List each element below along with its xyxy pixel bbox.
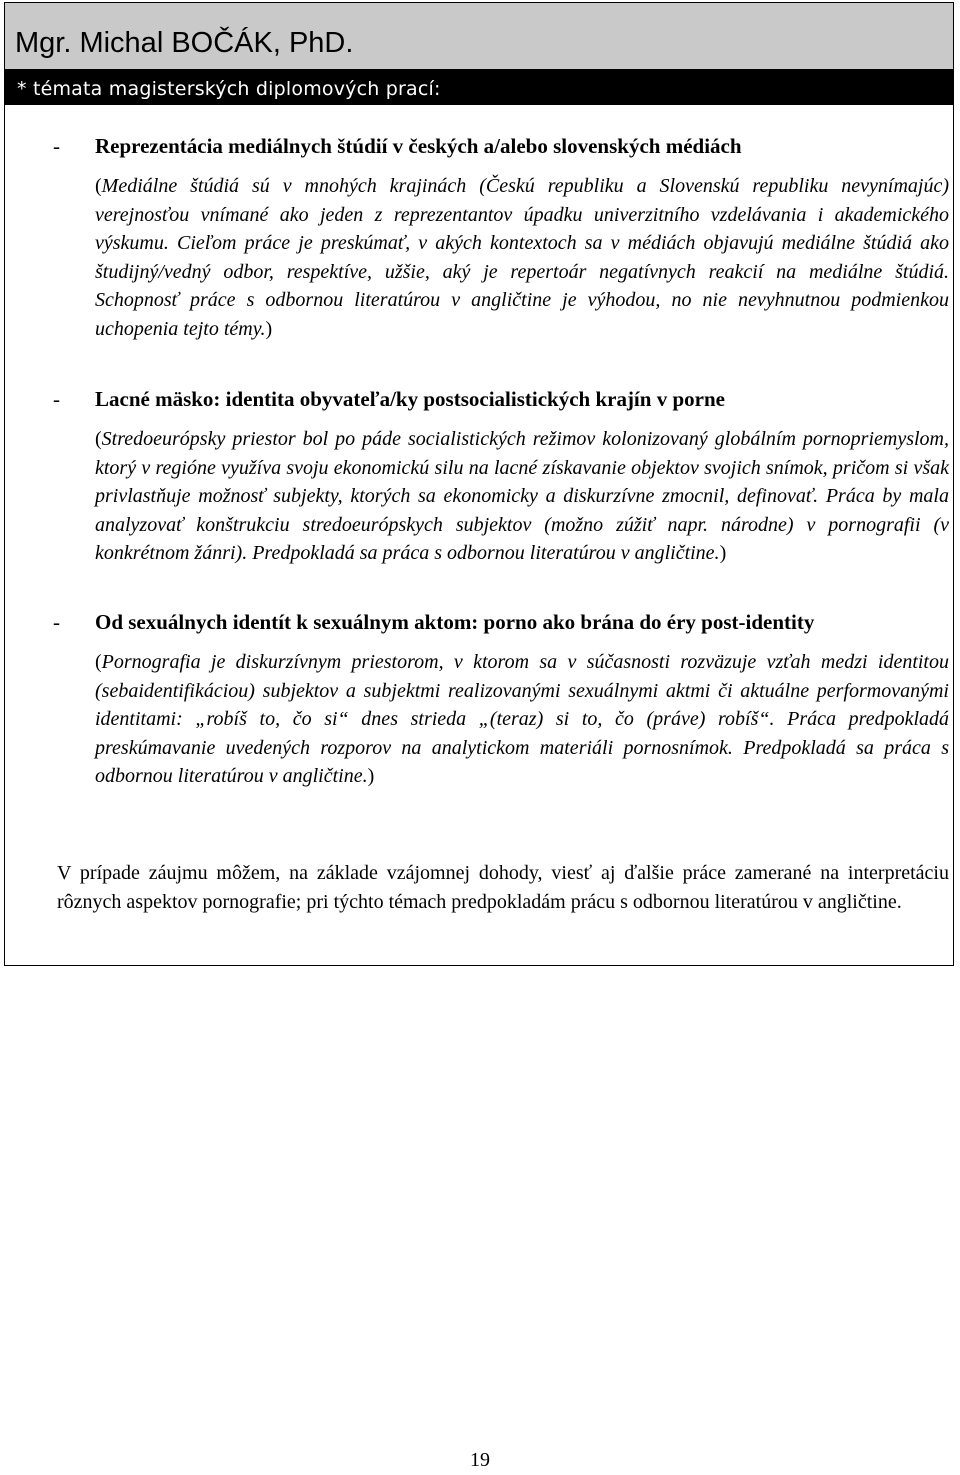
- list-dash: -: [53, 610, 60, 634]
- author-header: [5, 3, 953, 69]
- list-dash: -: [53, 134, 60, 158]
- description-text: Pornografia je diskurzívnym priestorom, v ktorom sa v súčasnosti rozväzuje vzťah medzi identitou (sebaidentifikáciou) subjektov a subjektmi realizovanými sexuálnymi aktmi či aktuálne performovanými identitami: „robíš to, čo si“ dnes strieda „(teraz) si to, čo (práve) robíš“. Práca predpokladá preskúmavanie uvedených rozporov na analytickom materiáli pornosnímok. Predpokladá sa práca s odbornou literatúrou v angličtine.: [95, 651, 949, 787]
- topic-title: Lacné mäsko: identita obyvateľa/ky postsocialistických krajín v porne: [95, 387, 725, 411]
- topic-description: (Pornografia je diskurzívnym priestorom, v ktorom sa v súčasnosti rozväzuje vzťah medzi identitou (sebaidentifikáciou) subjektov a subjektmi realizovanými sexuálnymi aktmi či aktuálne performovanými identitami: „robíš to, čo si“ dnes strieda „(teraz) si to, čo (práve) robíš“. Práca predpokladá preskúmavanie uvedených rozporov na analytickom materiáli pornosnímok. Predpokladá sa práca s odbornou literatúrou v angličtine.): [95, 651, 949, 787]
- document-frame: [4, 2, 954, 966]
- list-dash: -: [53, 387, 60, 411]
- topic-heading: [53, 383, 949, 415]
- page-number: 19: [470, 1449, 490, 1471]
- closing-paragraph: V prípade záujmu môžem, na základe vzájomnej dohody, viesť aj ďalšie práce zamerané na interpretáciu rôznych aspektov pornografie; pri týchto témach predpokladám prácu s odbornou literatúrou v angličtine.: [57, 862, 949, 913]
- topic-title: Reprezentácia mediálnych štúdií v českých a/alebo slovenských médiách: [95, 134, 742, 158]
- section-subtitle-bar: [5, 69, 953, 105]
- topic-item: [53, 383, 949, 564]
- author-name: Mgr. Michal BOČÁK, PhD.: [15, 27, 354, 59]
- description-text: Stredoeurópsky priestor bol po páde socialistických režimov kolonizovaný globálním pornopriemyslom, ktorý v regióne využíva svoju ekonomickú silu na lacné získavanie objektov svojich snímok, pričom si však privlastňuje možnosť subjekty, ktorých sa ekonomicky a diskurzívne zmocnil, definovať. Práca by mala analyzovať konštrukciu stredoeurópskych subjektov (možno zúžiť napr. národne) v pornografii (v konkrétnom žánri). Predpokladá sa práca s odbornou literatúrou v angličtine.: [95, 428, 949, 564]
- topic-title: Od sexuálnych identít k sexuálnym aktom: porno ako brána do éry post-identity: [95, 610, 815, 634]
- topic-item: [53, 130, 949, 340]
- description-text: Mediálne štúdiá sú v mnohých krajinách (Českú republiku a Slovenskú republiku nevynímajúc) verejnosťou vnímané ako jeden z reprezentantov úpadku univerzitního vzdelávania i akademického výskumu. Cieľom práce je preskúmať, v akých kontextoch sa v médiách objavujú mediálne štúdiá ako študijný/vedný odbor, respektíve, užšie, aký je repertoár negatívnych reakcií na mediálne štúdiá. Schopnosť práce s odbornou literatúrou v angličtine je výhodou, no nie nevyhnutnou podmienkou uchopenia tejto témy.: [95, 175, 949, 340]
- topic-heading: [53, 130, 949, 162]
- topic-item: [53, 606, 949, 787]
- topic-heading: [53, 606, 949, 638]
- topic-description: (Stredoeurópsky priestor bol po páde socialistických režimov kolonizovaný globálním pornopriemyslom, ktorý v regióne využíva svoju ekonomickú silu na lacné získavanie objektov svojich snímok, pričom si však privlastňuje možnosť subjekty, ktorých sa ekonomicky a diskurzívne zmocnil, definovať. Práca by mala analyzovať konštrukciu stredoeurópskych subjektov (možno zúžiť napr. národne) v pornografii (v konkrétnom žánri). Predpokladá sa práca s odbornou literatúrou v angličtine.): [95, 428, 949, 564]
- section-subtitle: * témata magisterských diplomových prací:: [17, 78, 441, 100]
- topic-description: (Mediálne štúdiá sú v mnohých krajinách (Českú republiku a Slovenskú republiku nevynímajúc) verejnosťou vnímané ako jeden z reprezentantov úpadku univerzitního vzdelávania i akademického výskumu. Cieľom práce je preskúmať, v akých kontextoch sa v médiách objavujú mediálne štúdiá ako študijný/vedný odbor, respektíve, užšie, aký je repertoár negatívnych reakcií na mediálne štúdiá. Schopnosť práce s odbornou literatúrou v angličtine je výhodou, no nie nevyhnutnou podmienkou uchopenia tejto témy.): [95, 175, 949, 340]
